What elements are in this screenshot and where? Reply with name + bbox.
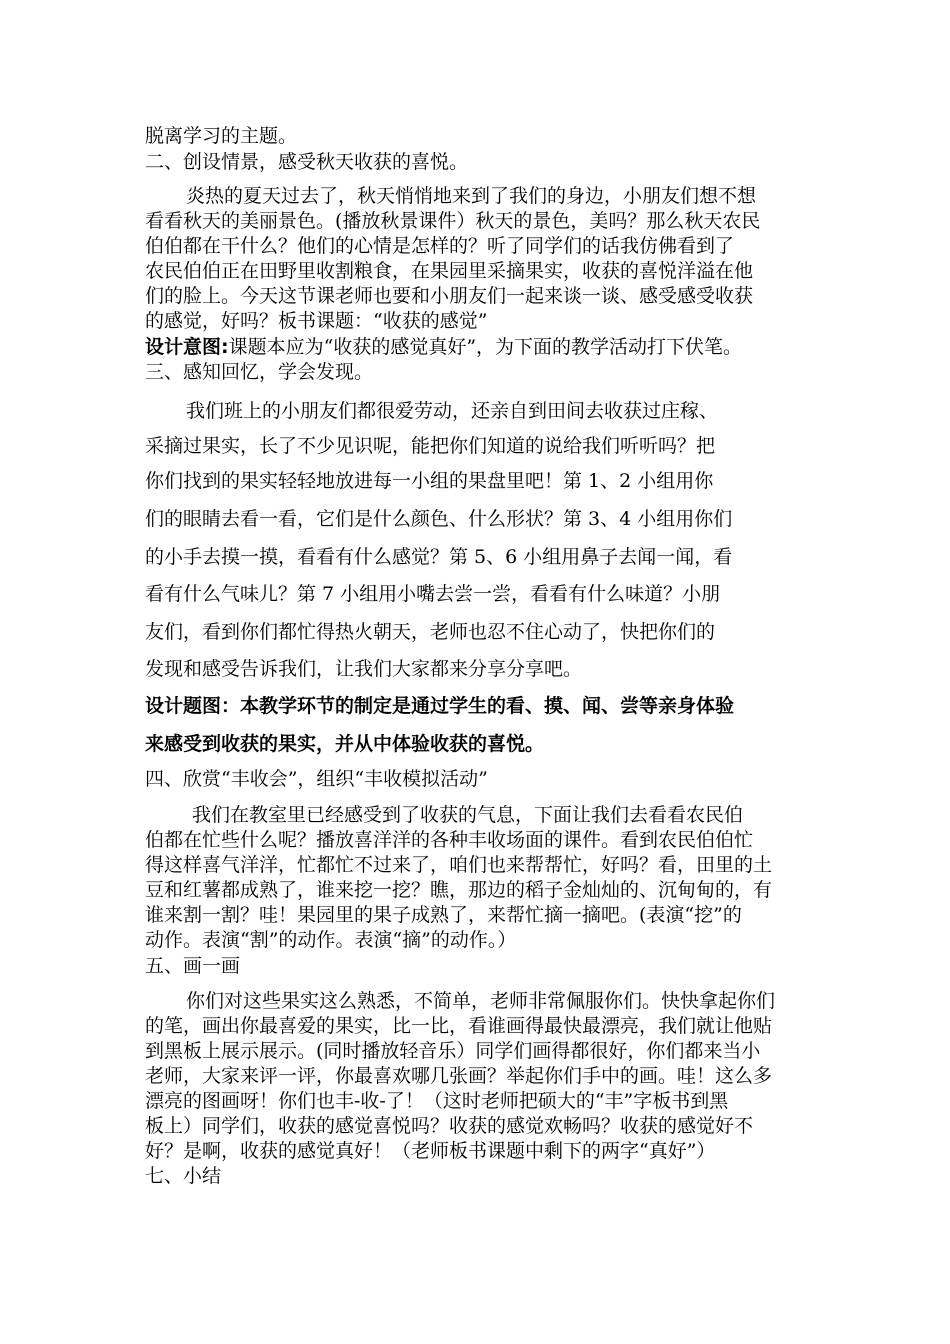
paragraph-line: 得这样喜气洋洋，忙都忙不过来了，咱们也来帮帮忙，好吗？看，田里的土 bbox=[145, 854, 773, 876]
section-heading-5: 五、画一画 bbox=[145, 955, 241, 977]
section-heading-2: 二、创设情景，感受秋天收获的喜悦。 bbox=[145, 151, 469, 173]
section-heading-4: 四、欣赏“丰收会”，组织“丰收模拟活动” bbox=[145, 768, 488, 790]
paragraph-line: 的感觉，好吗？板书课题：“收获的感觉” bbox=[145, 310, 488, 332]
paragraph-line: 友们，看到你们都忙得热火朝天，老师也忍不住心动了，快把你们的 bbox=[145, 621, 716, 643]
paragraph-line: 老师，大家来评一评，你最喜欢哪几张画？举起你们手中的画。哇！这么多 bbox=[145, 1065, 773, 1087]
paragraph-line: 农民伯伯正在田野里收割粮食，在果园里采摘果实，收获的喜悦洋溢在他 bbox=[145, 260, 754, 282]
design-intent-line bbox=[145, 336, 742, 358]
paragraph-line: 你们对这些果实这么熟悉，不简单，老师非常佩服你们。快快拿起你们 bbox=[186, 990, 776, 1012]
text-line: 脱离学习的主题。 bbox=[145, 125, 298, 147]
paragraph-line: 看有什么气味儿？第 7 小组用小嘴去尝一尝，看看有什么味道？小朋 bbox=[145, 583, 721, 605]
paragraph-line: 谁来割一割？哇！果园里的果子成熟了，来帮忙摘一摘吧。(表演“挖”的 bbox=[145, 904, 742, 926]
design-intent-bold-line: 设计题图：本教学环节的制定是通过学生的看、摸、闻、尝等亲身体验 bbox=[145, 695, 735, 717]
paragraph-line: 采摘过果实，长了不少见识呢，能把你们知道的说给我们听听吗？把 bbox=[145, 435, 716, 457]
section-heading-3: 三、感知回忆，学会发现。 bbox=[145, 361, 374, 383]
paragraph-line: 伯都在忙些什么呢？播放喜洋洋的各种丰收场面的课件。看到农民伯伯忙 bbox=[145, 829, 754, 851]
paragraph-line: 好？是啊，收获的感觉真好！（老师板书课题中剩下的两字“真好”） bbox=[145, 1140, 716, 1162]
section-heading-7: 七、小结 bbox=[145, 1165, 222, 1187]
paragraph-line: 到黑板上展示展示。(同时播放轻音乐）同学们画得都很好，你们都来当小 bbox=[145, 1040, 761, 1062]
paragraph-line: 们的脸上。今天这节课老师也要和小朋友们一起来谈一谈、感受感受收获 bbox=[145, 285, 754, 307]
paragraph-line: 的笔，画出你最喜爱的果实，比一比，看谁画得最快最漂亮，我们就让他贴 bbox=[145, 1015, 773, 1037]
paragraph-line: 的小手去摸一摸，看看有什么感觉？第 5、6 小组用鼻子去闻一闻，看 bbox=[145, 546, 733, 568]
paragraph-line: 我们在教室里已经感受到了收获的气息，下面让我们去看看农民伯 bbox=[186, 804, 744, 826]
paragraph-line: 炎热的夏天过去了，秋天悄悄地来到了我们的身边，小朋友们想不想 bbox=[186, 185, 757, 207]
paragraph-line: 你们找到的果实轻轻地放进每一小组的果盘里吧！第 1、2 小组用你 bbox=[145, 470, 714, 492]
paragraph-line: 动作。表演“割”的动作。表演“摘”的动作。） bbox=[145, 929, 517, 951]
paragraph-line: 们的眼睛去看一看，它们是什么颜色、什么形状？第 3、4 小组用你们 bbox=[145, 508, 733, 530]
paragraph-line: 豆和红薯都成熟了，谁来挖一挖？瞧，那边的稻子金灿灿的、沉甸甸的，有 bbox=[145, 879, 773, 901]
design-intent-label: 设计意图: bbox=[145, 336, 229, 358]
paragraph-line: 看看秋天的美丽景色。(播放秋景课件）秋天的景色，美吗？那么秋天农民 bbox=[145, 210, 761, 232]
paragraph-line: 漂亮的图画呀！你们也丰-收-了！（这时老师把硕大的“丰”字板书到黑 bbox=[145, 1090, 729, 1112]
design-intent-bold-line: 来感受到收获的果实，并从中体验收获的喜悦。 bbox=[145, 733, 545, 755]
paragraph-line: 板上）同学们，收获的感觉喜悦吗？收获的感觉欢畅吗？收获的感觉好不 bbox=[145, 1115, 754, 1137]
paragraph-line: 伯伯都在干什么？他们的心情是怎样的？听了同学们的话我仿佛看到了 bbox=[145, 235, 735, 257]
paragraph-line: 发现和感受告诉我们，让我们大家都来分享分享吧。 bbox=[145, 658, 583, 680]
paragraph-line: 我们班上的小朋友们都很爱劳动，还亲自到田间去收获过庄稼、 bbox=[186, 400, 719, 422]
design-intent-text: 课题本应为“收获的感觉真好”，为下面的教学活动打下伏笔。 bbox=[228, 336, 743, 358]
